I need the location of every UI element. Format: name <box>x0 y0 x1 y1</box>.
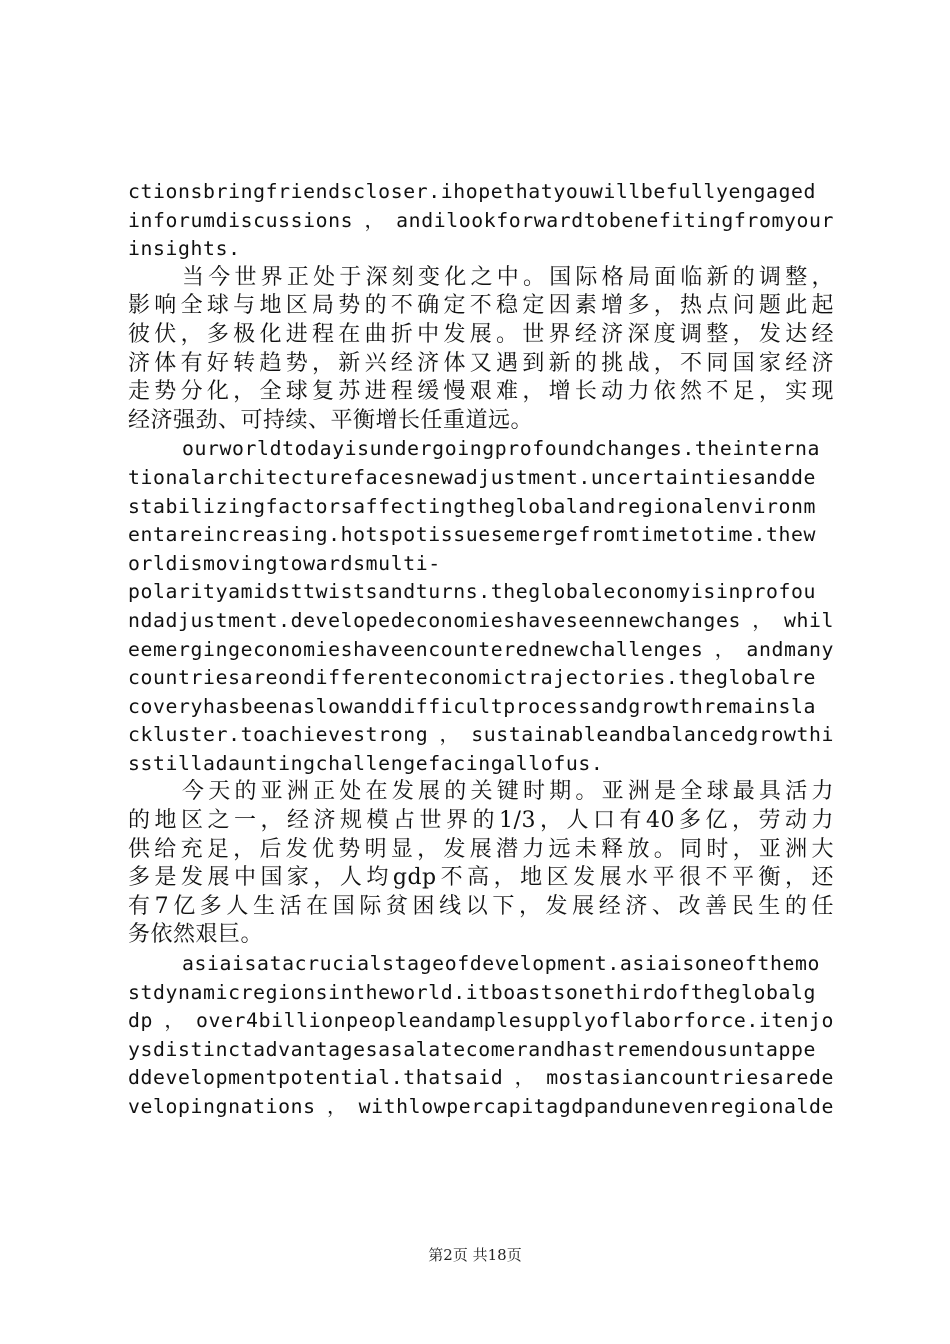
paragraph-2-line: 影响全球与地区局势的不确定不稳定因素增多，热点问题此起 <box>128 293 834 319</box>
paragraph-3-line: polarityamidsttwistsandturns.theglobaleconomyisinprofou <box>128 580 817 604</box>
paragraph-5-line: dp，over4billionpeopleandamplesupplyoflaborforce.itenjo <box>128 1009 834 1033</box>
paragraph-4-line: 供给充足，后发优势明显，发展潜力远未释放。同时，亚洲大 <box>128 836 834 862</box>
paragraph-3-line: coveryhasbeenaslowanddifficultprocessandgrowthremainsla <box>128 694 817 718</box>
paragraph-5-line: ddevelopmentpotential.thatsaid，mostasiancountriesarede <box>128 1066 834 1090</box>
paragraph-2-line: 当今世界正处于深刻变化之中。国际格局面临新的调整， <box>182 264 834 290</box>
paragraph-2-line: 经济强劲、可持续、平衡增长任重道远。 <box>128 407 534 433</box>
paragraph-4-line: 多是发展中国家，人均gdp不高，地区发展水平很不平衡，还 <box>128 865 834 891</box>
paragraph-1-line: ctionsbringfriendscloser.ihopethatyouwillbefullyengaged <box>128 180 817 203</box>
paragraph-4-line: 务依然艰巨。 <box>128 922 264 948</box>
paragraph-3-line: ckluster.toachievestrong，sustainableandbalancedgrowthi <box>128 723 834 747</box>
paragraph-1-line: inforumdiscussions，andilookforwardtobenefitingfromyour <box>128 208 834 232</box>
paragraph-3-line: orldismovingtowardsmulti- <box>128 551 441 575</box>
page-footer: 第2页 共18页 <box>428 1246 522 1264</box>
paragraph-3-line: countriesareondifferenteconomictrajectories.theglobalre <box>128 666 817 690</box>
paragraph-3-line: tionalarchitecturefacesnewadjustment.uncertaintiesandde <box>128 465 817 489</box>
paragraph-5-line: asiaisatacrucialstageofdevelopment.asiaisoneofthemo <box>182 952 820 976</box>
paragraph-5-line: ysdistinctadvantagesasalatecomerandhastremendousuntappe <box>128 1037 817 1061</box>
document-body <box>128 178 834 1122</box>
paragraph-2-line: 济体有好转趋势，新兴经济体又遇到新的挑战，不同国家经济 <box>128 350 834 376</box>
paragraph-2-line: 彼伏，多极化进程在曲折中发展。世界经济深度调整，发达经 <box>128 321 834 347</box>
paragraph-5-line: stdynamicregionsintheworld.itboastsonethirdoftheglobalg <box>128 980 817 1004</box>
paragraph-4-line: 有7亿多人生活在国际贫困线以下，发展经济、改善民生的任 <box>128 893 834 919</box>
paragraph-4-line: 今天的亚洲正处在发展的关键时期。亚洲是全球最具活力 <box>182 779 834 805</box>
paragraph-3-line: sstilladauntingchallengefacingallofus. <box>128 751 604 775</box>
paragraph-3-line: ndadjustment.developedeconomieshaveseennewchanges，whil <box>128 608 834 632</box>
paragraph-3-line: stabilizingfactorsaffectingtheglobalandregionalenvironm <box>128 494 817 518</box>
paragraph-1-line: insights. <box>128 237 241 261</box>
paragraph-5-line: velopingnations，withlowpercapitagdpandunevenregionalde <box>128 1095 834 1118</box>
paragraph-3-line: eemergingeconomieshaveencounterednewchallenges，andmany <box>128 637 834 661</box>
paragraph-3-line: ourworldtodayisundergoingprofoundchanges.theinterna <box>182 437 820 461</box>
paragraph-4-line: 的地区之一，经济规模占世界的1/3，人口有40多亿，劳动力 <box>128 808 834 834</box>
paragraph-3-line: entareincreasing.hotspotissuesemergefromtimetotime.thew <box>128 523 817 547</box>
paragraph-2-line: 走势分化，全球复苏进程缓慢艰难，增长动力依然不足，实现 <box>128 379 834 405</box>
